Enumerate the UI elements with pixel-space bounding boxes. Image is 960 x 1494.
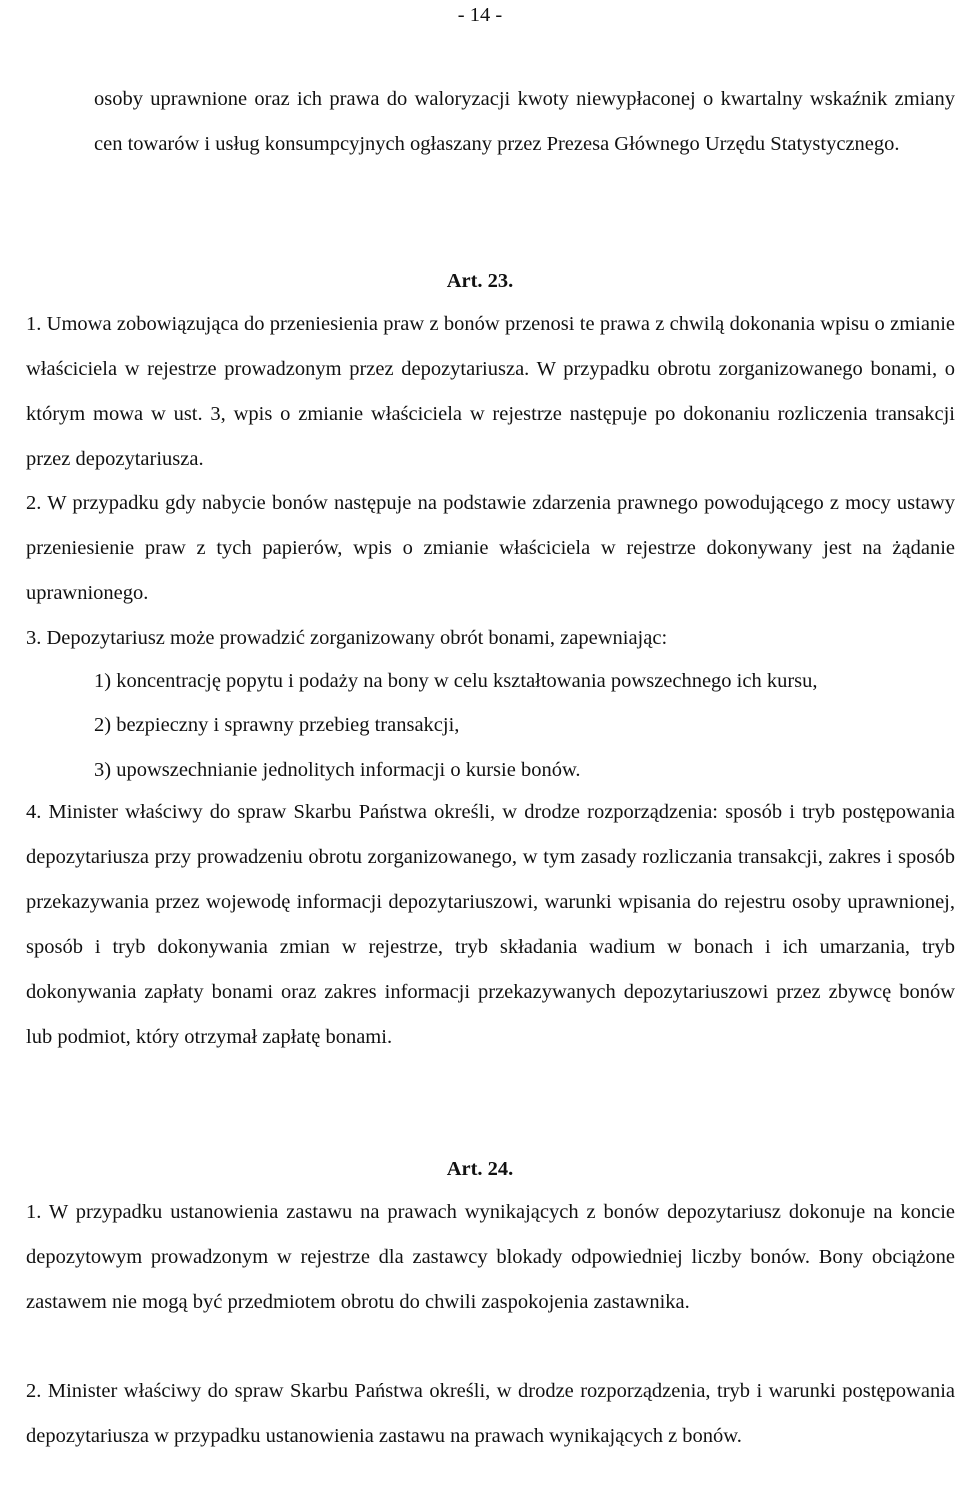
page-number: - 14 - [457,4,503,26]
article-23-paragraph-1: 1. Umowa zobowiązująca do przeniesienia praw z bonów przenosi te prawa z chwilą dokonania wpisu o zmianie właściciela w rejestrze prowadzonym przez depozytariusza. W przypadku obrotu zorganizowanego bonami, o którym mowa w ust. 3, wpis o zmianie właściciela w rejestrze następuje po dokonaniu rozliczenia transakcji przez depozytariusza. [26,313,955,470]
article-23-heading: Art. 23. [446,270,514,292]
article-24-paragraph-2: 2. Minister właściwy do spraw Skarbu Państwa określi, w drodze rozporządzenia, tryb i warunki postępowania depozytariusza w przypadku ustanowienia zastawu na prawach wynikających z bonów. [26,1380,955,1447]
list-item: 3) upowszechnianie jednolitych informacji o kursie bonów. [94,759,581,781]
article-24-paragraph-1: 1. W przypadku ustanowienia zastawu na prawach wynikających z bonów depozytariusz dokonuje na koncie depozytowym prowadzonym w rejestrze dla zastawcy blokady odpowiedniej liczby bonów. Bony obciążone zastawem nie mogą być przedmiotem obrotu do chwili zaspokojenia zastawnika. [26,1201,955,1313]
article-23-paragraph-4: 4. Minister właściwy do spraw Skarbu Państwa określi, w drodze rozporządzenia: sposób i tryb postępowania depozytariusza przy prowadzeniu obrotu zorganizowanego, w tym zasady rozliczania transakcji, zakres i sposób przekazywania przez wojewodę informacji depozytariuszowi, warunki wpisania do rejestru osoby uprawnionej, sposób i tryb dokonywania zmian w rejestrze, tryb składania wadium w bonach i ich umarzania, tryb dokonywania zapłaty bonami oraz zakres informacji przekazywanych depozytariuszowi przez zbywcę bonów lub podmiot, który otrzymał zapłatę bonami. [26,801,955,1048]
list-item: 1) koncentrację popytu i podaży na bony w celu kształtowania powszechnego ich kursu, [94,670,818,692]
list-item: 2) bezpieczny i sprawny przebieg transakcji, [94,714,460,736]
article-23-paragraph-2: 2. W przypadku gdy nabycie bonów następuje na podstawie zdarzenia prawnego powodującego z mocy ustawy przeniesienie praw z tych papierów, wpis o zmianie właściciela w rejestrze dokonywany jest na żądanie uprawnionego. [26,492,955,604]
intro-paragraph: osoby uprawnione oraz ich prawa do waloryzacji kwoty niewypłaconej o kwartalny wskaźnik zmiany cen towarów i usług konsumpcyjnych ogłaszany przez Prezesa Głównego Urzędu Statystycznego. [94,88,955,155]
article-23-paragraph-3: 3. Depozytariusz może prowadzić zorganizowany obrót bonami, zapewniając: [26,627,668,649]
article-24-heading: Art. 24. [446,1158,514,1180]
